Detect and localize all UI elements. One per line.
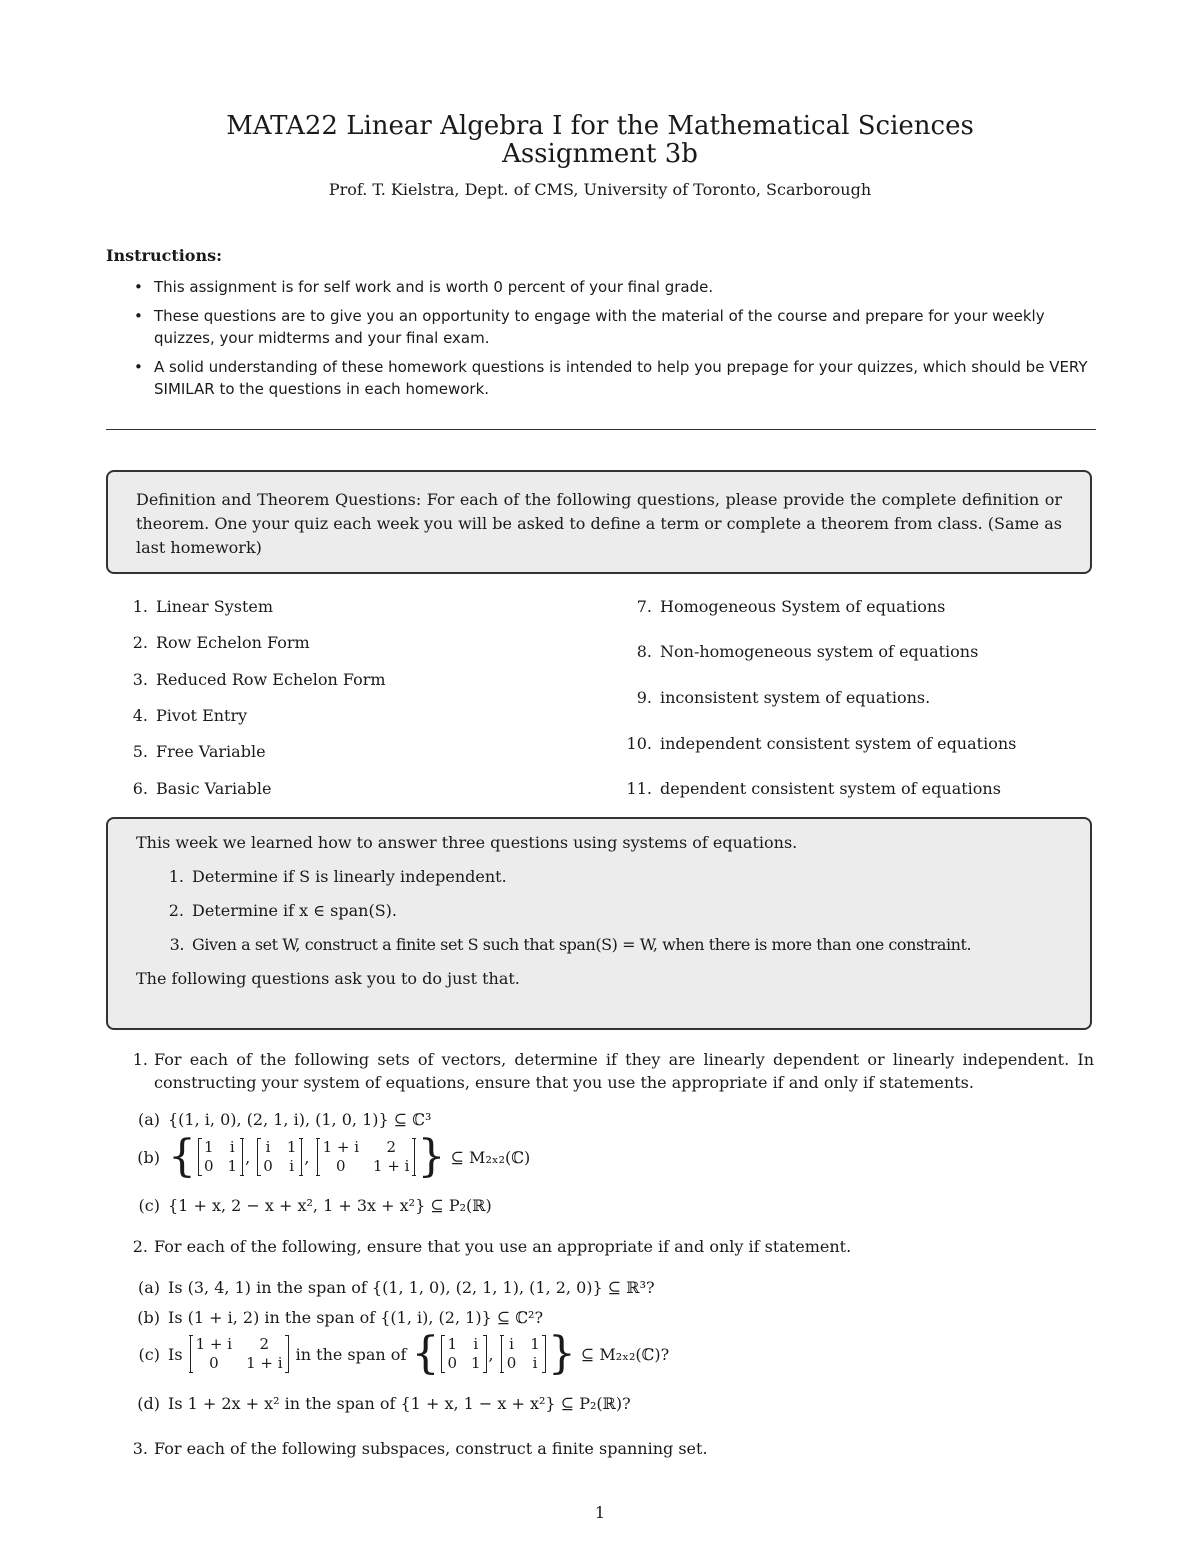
instructions-list — [134, 276, 1096, 407]
definition-item: 2. Row Echelon Form — [132, 633, 310, 652]
definition-item: 7. Homogeneous System of equations — [636, 597, 946, 616]
matrix: i 1 0 i — [257, 1138, 302, 1176]
question-2c: (c) Is 1 + i 2 0 1 + i in the span of { 1 i 0 1 , i 1 0 i } ⊆ M₂ₓ₂(ℂ)? — [138, 1328, 670, 1379]
question-1b: (b) { 1 i 0 1 , i 1 0 i , 1 + i 2 0 1 + i } ⊆ M₂ₓ₂(ℂ) — [137, 1131, 531, 1182]
definition-item: 4. Pivot Entry — [132, 706, 248, 725]
matrix: i 1 0 i — [501, 1335, 546, 1373]
section-divider — [106, 429, 1096, 430]
matrix: 1 + i 2 0 1 + i — [317, 1138, 416, 1176]
instruction-item: • These questions are to give you an opportunity to engage with the material of the course and prepare for your weekly quizzes, your midterms and your final exam. — [134, 305, 1096, 349]
week-summary-box — [106, 817, 1092, 1030]
question-1: 1. For each of the following sets of vectors, determine if they are linearly dependent or linearly independent. In constructing your system of equations, ensure that you use the appropriate if and only if statements. — [132, 1050, 1094, 1092]
instruction-item: • A solid understanding of these homework questions is intended to help you prepage for your quizzes, which should be VERY SIMILAR to the questions in each homework. — [134, 356, 1096, 400]
definitions-box-text: Definition and Theorem Questions: For each of the following questions, please provide the complete definition or theorem. One your quiz each week you will be asked to define a term or complete a theorem from class. (Same as last homework) — [136, 490, 1062, 557]
definition-item: 9. inconsistent system of equations. — [636, 688, 931, 707]
question-2d: (d) Is 1 + 2x + x² in the span of {1 + x, 1 − x + x²} ⊆ P₂(ℝ)? — [137, 1394, 631, 1413]
question-2: 2. For each of the following, ensure that you use an appropriate if and only if statement. — [132, 1237, 852, 1256]
matrix: 1 i 0 1 — [198, 1138, 243, 1176]
page-number: 1 — [594, 1503, 606, 1522]
definition-item: 6. Basic Variable — [132, 779, 272, 798]
document-title: MATA22 Linear Algebra I for the Mathematical Sciences — [226, 111, 974, 141]
assignment-title: Assignment 3b — [502, 139, 698, 169]
definition-item: 8. Non-homogeneous system of equations — [636, 642, 979, 661]
definition-item: 11. dependent consistent system of equations — [626, 779, 1001, 798]
question-2a: (a) Is (3, 4, 1) in the span of {(1, 1, 0), (2, 1, 1), (1, 2, 0)} ⊆ ℝ³? — [137, 1278, 655, 1297]
week-item: 1. Determine if S is linearly independent. — [168, 867, 507, 886]
definition-item: 3. Reduced Row Echelon Form — [132, 670, 386, 689]
definition-item: 1. Linear System — [132, 597, 274, 616]
definition-item: 10. independent consistent system of equations — [626, 734, 1017, 753]
question-1a: (a) {(1, i, 0), (2, 1, i), (1, 0, 1)} ⊆ ℂ³ — [137, 1110, 432, 1129]
matrix: 1 + i 2 0 1 + i — [190, 1335, 289, 1373]
author-line: Prof. T. Kielstra, Dept. of CMS, University of Toronto, Scarborough — [328, 180, 872, 199]
question-2b: (b) Is (1 + i, 2) in the span of {(1, i), (2, 1)} ⊆ ℂ²? — [137, 1308, 544, 1327]
week-item: 3. Given a set W, construct a finite set S such that span(S) = W, when there is more than one constraint. — [169, 935, 972, 954]
question-1c: (c) {1 + x, 2 − x + x², 1 + 3x + x²} ⊆ P₂(ℝ) — [138, 1196, 492, 1215]
week-outro: The following questions ask you to do just that. — [136, 969, 520, 988]
question-3: 3. For each of the following subspaces, construct a finite spanning set. — [132, 1439, 708, 1458]
instructions-heading: Instructions: — [106, 246, 223, 265]
definitions-box — [106, 470, 1092, 574]
week-item: 2. Determine if x ∈ span(S). — [168, 901, 397, 920]
instruction-item: • This assignment is for self work and is worth 0 percent of your final grade. — [134, 276, 1096, 298]
definition-item: 5. Free Variable — [132, 742, 266, 761]
matrix: 1 i 0 1 — [441, 1335, 486, 1373]
week-intro: This week we learned how to answer three questions using systems of equations. — [136, 833, 798, 852]
